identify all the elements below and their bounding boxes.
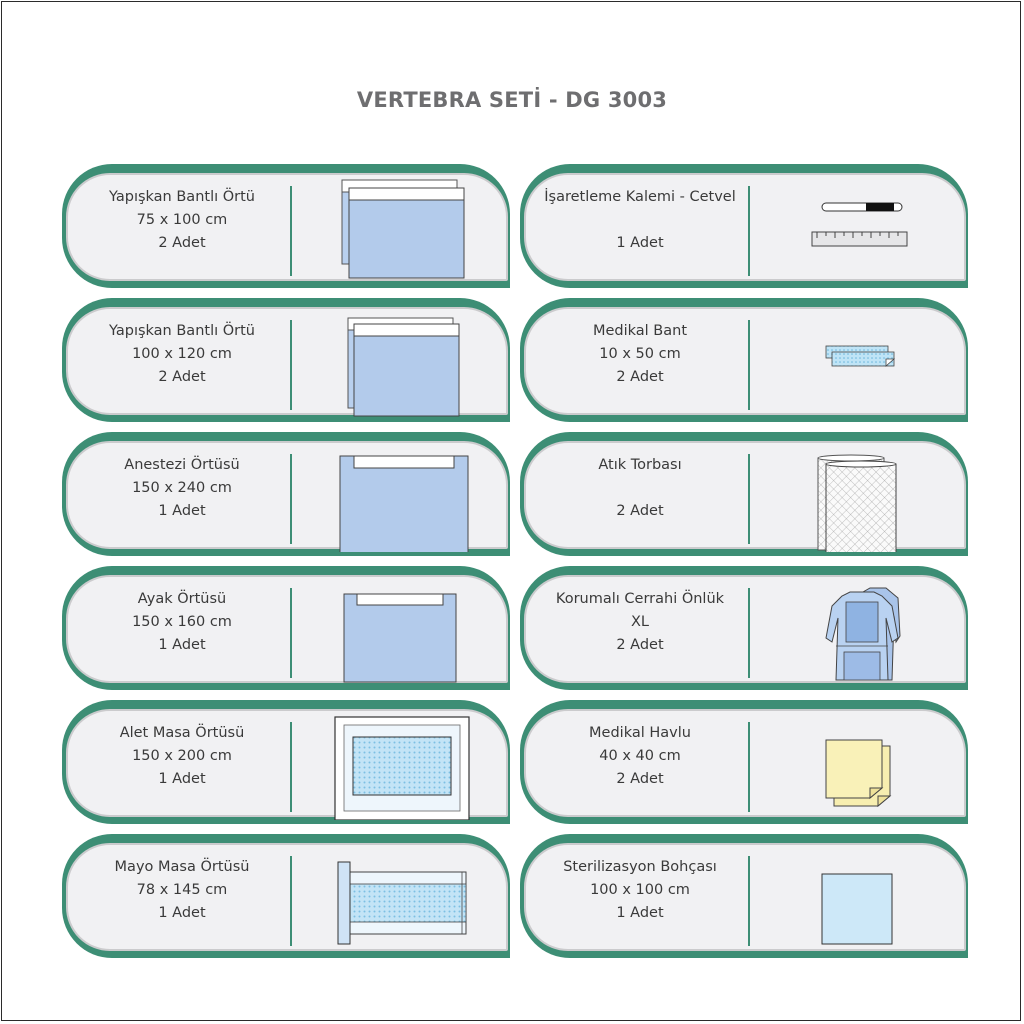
medical-towel-icon: [770, 710, 960, 820]
item-size: XL: [630, 614, 649, 630]
item-name: Mayo Masa Örtüsü: [114, 859, 250, 875]
card-divider: [748, 856, 750, 946]
item-name: Yapışkan Bantlı Örtü: [109, 189, 255, 205]
card-divider: [748, 588, 750, 678]
card-divider: [290, 320, 292, 410]
item-size: [530, 209, 750, 232]
item-name: İşaretleme Kalemi - Cetvel: [544, 189, 736, 205]
item-card: [62, 566, 510, 690]
item-size: 100 x 120 cm: [132, 346, 232, 362]
medical-tape-icon: [770, 308, 960, 418]
item-qty: 2 Adet: [616, 637, 664, 653]
card-divider: [290, 722, 292, 812]
item-card: [62, 700, 510, 824]
item-size: 150 x 200 cm: [132, 748, 232, 764]
item-card: [62, 834, 510, 958]
instrument-table-cover-icon: [312, 710, 502, 820]
item-qty: 2 Adet: [616, 503, 664, 519]
item-qty: 1 Adet: [158, 905, 206, 921]
waste-bag-icon: [770, 442, 960, 552]
item-qty: 1 Adet: [616, 905, 664, 921]
item-size: 78 x 145 cm: [136, 882, 228, 898]
item-name: Ayak Örtüsü: [137, 591, 227, 607]
item-card: [520, 164, 968, 288]
item-card: [62, 164, 510, 288]
item-qty: 1 Adet: [616, 235, 664, 251]
item-card: [62, 432, 510, 556]
item-card: [520, 298, 968, 422]
item-qty: 1 Adet: [158, 503, 206, 519]
card-divider: [748, 320, 750, 410]
item-card: [520, 432, 968, 556]
item-qty: 1 Adet: [158, 771, 206, 787]
card-divider: [290, 856, 292, 946]
item-name: Sterilizasyon Bohçası: [563, 859, 717, 875]
sterilization-wrap-icon: [770, 844, 960, 954]
item-qty: 2 Adet: [616, 771, 664, 787]
item-size: 150 x 160 cm: [132, 614, 232, 630]
item-name: Yapışkan Bantlı Örtü: [109, 323, 255, 339]
card-divider: [748, 722, 750, 812]
item-qty: 2 Adet: [158, 235, 206, 251]
card-divider: [290, 454, 292, 544]
item-size: 150 x 240 cm: [132, 480, 232, 496]
card-divider: [748, 454, 750, 544]
item-card: [520, 566, 968, 690]
item-size: 75 x 100 cm: [136, 212, 228, 228]
card-divider: [290, 186, 292, 276]
card-divider: [748, 186, 750, 276]
item-size: 40 x 40 cm: [599, 748, 681, 764]
item-qty: 1 Adet: [158, 637, 206, 653]
item-size: [530, 477, 750, 500]
adhesive-drape-icon: [312, 308, 502, 418]
item-name: Anestezi Örtüsü: [124, 457, 240, 473]
item-card: [520, 834, 968, 958]
item-qty: 2 Adet: [158, 369, 206, 385]
foot-drape-icon: [312, 576, 502, 686]
item-name: Atık Torbası: [598, 457, 682, 473]
item-name: Korumalı Cerrahi Önlük: [555, 591, 725, 607]
adhesive-drape-icon: [312, 174, 502, 284]
surgical-gown-icon: [770, 576, 960, 686]
item-name: Medikal Bant: [592, 323, 688, 339]
item-name: Medikal Havlu: [589, 725, 691, 741]
item-qty: 2 Adet: [616, 369, 664, 385]
marker-ruler-icon: [770, 174, 960, 284]
anesthesia-drape-icon: [312, 442, 502, 552]
mayo-table-cover-icon: [312, 844, 502, 954]
item-size: 10 x 50 cm: [599, 346, 681, 362]
item-size: 100 x 100 cm: [590, 882, 690, 898]
item-card: [520, 700, 968, 824]
card-divider: [290, 588, 292, 678]
page-title: VERTEBRA SETİ - DG 3003: [356, 88, 668, 112]
item-card: [62, 298, 510, 422]
item-name: Alet Masa Örtüsü: [119, 725, 245, 741]
